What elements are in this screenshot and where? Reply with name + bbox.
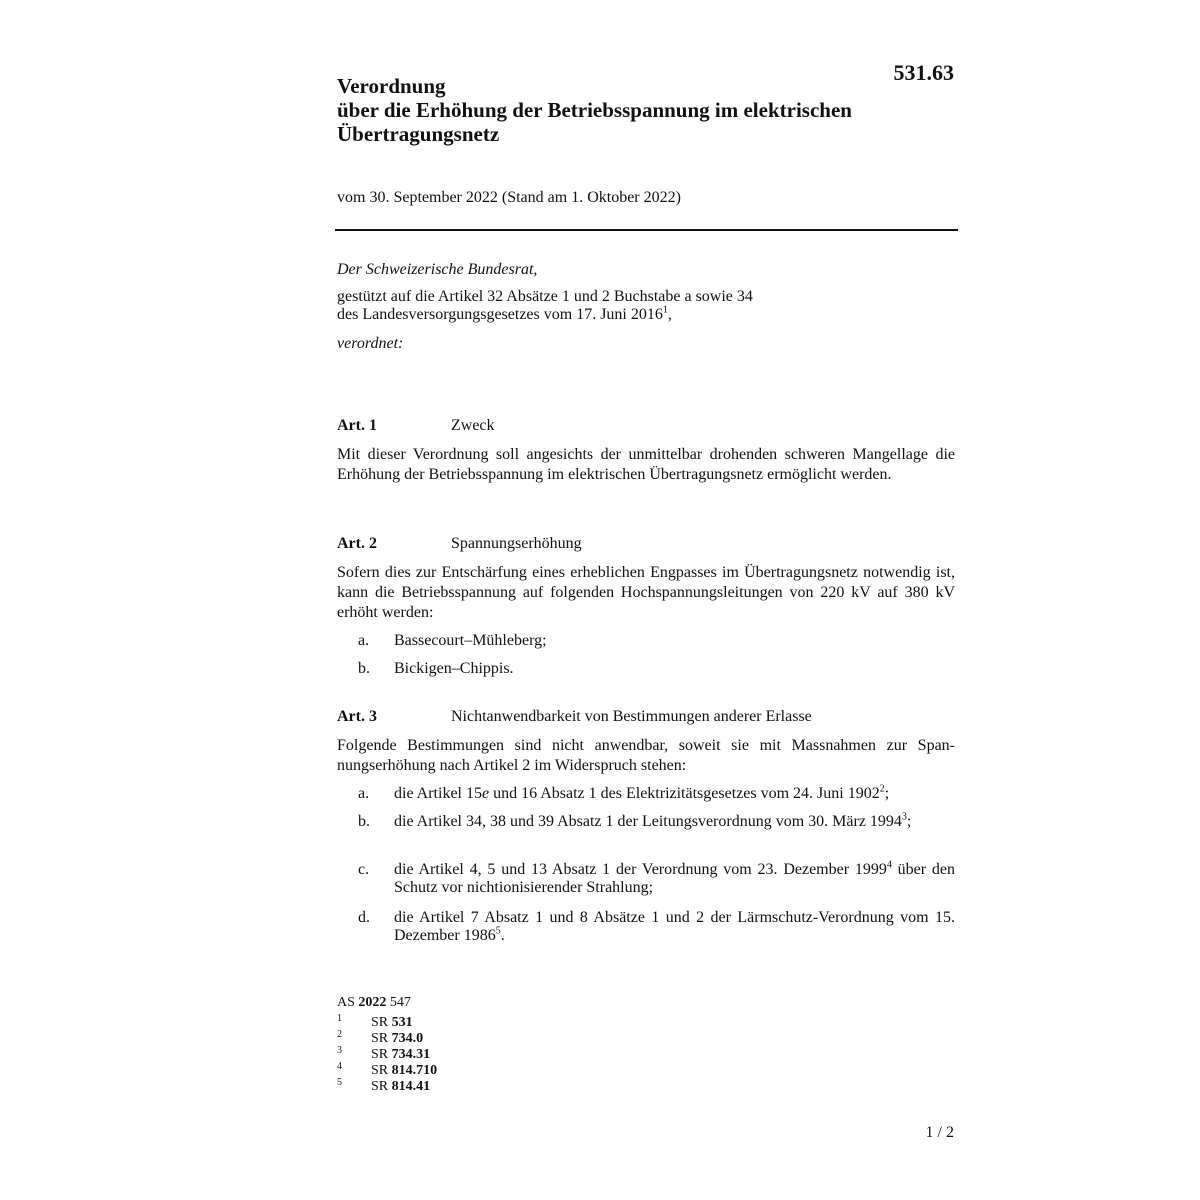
footnote-ref-number: 814.710: [391, 1063, 438, 1078]
footnote-number: 2: [337, 1029, 342, 1040]
title-line: Verordnung: [337, 74, 446, 98]
footnote-number: 4: [337, 1061, 342, 1072]
footnote-number: 5: [337, 1077, 342, 1088]
list-text-part: die Artikel 7 Absatz 1 und 8 Absätze 1 und 2 der Lärmschutz-Verordnung vom 15. Dezember 1986: [394, 909, 955, 944]
preamble-basis-line: gestützt auf die Artikel 32 Absätze 1 und 2 Buchstabe a sowie 34: [337, 288, 753, 305]
title-line: Übertragungsnetz: [337, 122, 500, 146]
sr-number: 531.63: [893, 60, 954, 85]
list-letter: a.: [358, 632, 370, 649]
list-text: [394, 861, 955, 897]
article-title: Zweck: [451, 417, 495, 434]
punctuation: ,: [667, 306, 672, 323]
footnote-ref-number: 734.31: [391, 1047, 431, 1062]
article-title: Spannungserhöhung: [451, 535, 582, 552]
article-heading: [337, 417, 495, 435]
article-number: Art. 2: [337, 535, 377, 552]
preamble-basis-text: des Landesversorgungsgesetzes vom 17. Juni 2016: [337, 306, 663, 323]
footnote-ref[interactable]: 3: [901, 811, 907, 823]
preamble-basis-line: [337, 306, 957, 324]
article-heading: [337, 535, 582, 553]
list-text: Bassecourt–Mühleberg;: [394, 632, 547, 649]
footnote-ref[interactable]: 4: [886, 859, 892, 871]
list-text-part: die Artikel 34, 38 und 39 Absatz 1 der Leitungsverordnung vom 30. März 1994: [394, 813, 902, 830]
footnote-text: [371, 1047, 430, 1063]
footnote-ref-number: 814.41: [391, 1079, 431, 1094]
as-page: 547: [389, 995, 411, 1010]
list-text-part: .: [500, 927, 505, 944]
list-text-part: ;: [906, 813, 912, 830]
list-text: Bickigen–Chippis.: [394, 660, 514, 677]
article-title: Nichtanwendbarkeit von Bestimmungen anderer Erlasse: [451, 708, 812, 725]
footnote-number: 1: [337, 1013, 342, 1024]
list-text-part: und 16 Absatz 1 des Elektrizitätsgesetzes vom 24. Juni 1902: [489, 785, 880, 802]
footnote-text: [371, 1015, 413, 1031]
date-line: vom 30. September 2022 (Stand am 1. Oktober 2022): [337, 189, 681, 206]
header-divider: [335, 229, 958, 231]
list-letter: c.: [358, 861, 370, 878]
footnote-ref-number: 734.0: [391, 1031, 424, 1046]
article-text: Sofern dies zur Entschärfung eines erheblichen Engpasses im Übertragungsnetz notwendig ist, kann die Betriebsspannung auf folgenden Hochspannungsleitungen von 220 kV auf 380 kV erhöht werden:: [337, 564, 955, 621]
list-text-part: die Artikel 15: [394, 785, 482, 802]
footnote-text: [371, 1079, 430, 1095]
footnote-prefix: SR: [371, 1079, 389, 1094]
preamble-authority: Der Schweizerische Bundesrat,: [337, 261, 538, 278]
preamble-basis: [337, 288, 957, 324]
footnote-prefix: SR: [371, 1015, 389, 1030]
list-letter: b.: [358, 660, 370, 677]
list-text: [394, 785, 955, 803]
list-text: [394, 813, 955, 831]
article-text: Folgende Bestimmungen sind nicht anwendbar, soweit sie mit Massnahmen zur Spannungserhöhung nach Artikel 2 im Widerspruch stehen:: [337, 737, 955, 774]
preamble-decrees: verordnet:: [337, 335, 404, 352]
as-reference: [337, 995, 411, 1011]
list-letter: a.: [358, 785, 370, 802]
footnote-ref-number: 531: [391, 1015, 413, 1030]
as-year: 2022: [358, 995, 387, 1010]
footnote-ref[interactable]: 1: [662, 304, 668, 316]
footnote-text: [371, 1063, 437, 1079]
list-letter: d.: [358, 909, 370, 926]
as-prefix: AS: [337, 995, 355, 1010]
list-text: [394, 909, 955, 945]
footnote-number: 3: [337, 1045, 342, 1056]
list-text-part: ;: [884, 785, 890, 802]
list-text-italic: e: [481, 785, 490, 802]
footnote-prefix: SR: [371, 1063, 389, 1078]
list-text-part: die Artikel 4, 5 und 13 Absatz 1 der Verordnung vom 23. Dezember 1999: [394, 861, 887, 878]
footnote-prefix: SR: [371, 1031, 389, 1046]
page-title: [337, 74, 957, 146]
article-number: Art. 1: [337, 417, 377, 434]
footnote-prefix: SR: [371, 1047, 389, 1062]
article-text: Mit dieser Verordnung soll angesichts der unmittelbar drohenden schweren Mangellage die Erhöhung der Betriebsspannung im elektrischen Übertragungsnetz ermöglicht werden.: [337, 446, 955, 483]
footnote-text: [371, 1031, 423, 1047]
footnote-ref[interactable]: 5: [495, 925, 501, 937]
footnote-ref[interactable]: 2: [879, 783, 885, 795]
article-heading: [337, 708, 812, 726]
title-line: über die Erhöhung der Betriebsspannung im elektrischen: [337, 98, 852, 122]
list-text-part: über den Schutz vor nichtionisierender Strahlung;: [394, 861, 956, 896]
article-number: Art. 3: [337, 708, 377, 725]
list-letter: b.: [358, 813, 370, 830]
page-indicator: 1 / 2: [925, 1124, 954, 1141]
